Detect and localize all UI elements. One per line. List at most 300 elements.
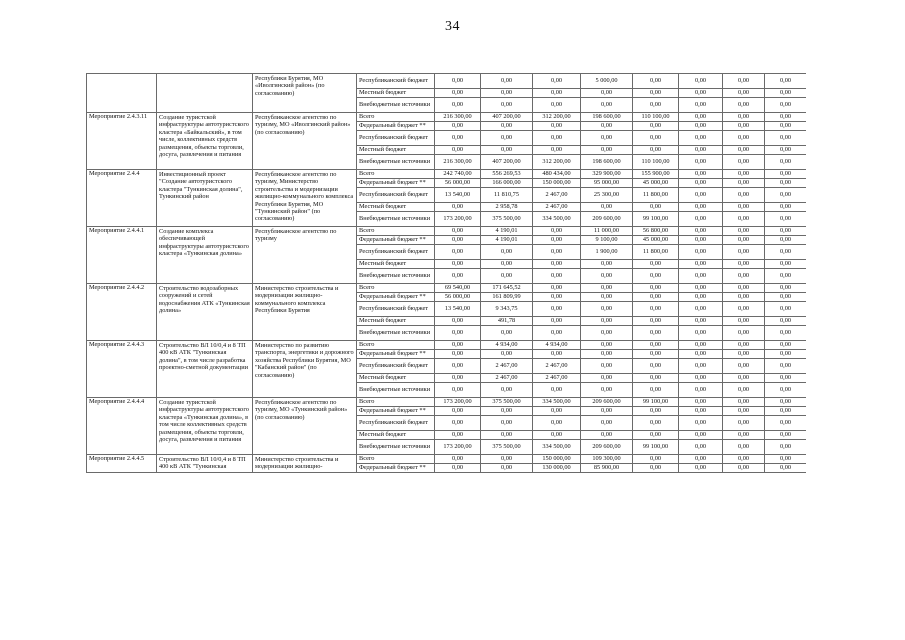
activity-code-cell: Мероприятие 2.4.4 xyxy=(87,170,157,227)
activity-code-cell: Мероприятие 2.4.4.3 xyxy=(87,341,157,398)
amount-cell: 0,00 xyxy=(533,293,581,302)
amount-cell: 0,00 xyxy=(765,398,807,407)
amount-cell: 0,00 xyxy=(435,455,481,464)
amount-cell: 0,00 xyxy=(633,293,679,302)
budget-table xyxy=(86,73,806,473)
amount-cell: 0,00 xyxy=(679,440,723,455)
amount-cell: 0,00 xyxy=(481,146,533,155)
amount-cell: 99 100,00 xyxy=(633,398,679,407)
amount-cell: 0,00 xyxy=(723,359,765,374)
amount-cell: 0,00 xyxy=(723,302,765,317)
amount-cell: 13 540,00 xyxy=(435,188,481,203)
activity-name-cell: Строительство ВЛ 10/0,4 и 8 ТП 400 кВ АТК "Тункинская долина", в том числе разработка проектно-сметной документации xyxy=(157,341,253,398)
amount-cell: 4 190,01 xyxy=(481,227,533,236)
amount-cell: 0,00 xyxy=(533,74,581,89)
amount-cell: 0,00 xyxy=(679,341,723,350)
amount-cell: 56 000,00 xyxy=(435,179,481,188)
amount-cell: 0,00 xyxy=(633,359,679,374)
amount-cell: 0,00 xyxy=(679,260,723,269)
amount-cell: 0,00 xyxy=(679,89,723,98)
amount-cell: 0,00 xyxy=(679,122,723,131)
amount-cell: 99 100,00 xyxy=(633,440,679,455)
funding-source-cell: Федеральный бюджет ** xyxy=(357,407,435,416)
amount-cell: 0,00 xyxy=(633,317,679,326)
amount-cell: 0,00 xyxy=(765,170,807,179)
amount-cell: 155 900,00 xyxy=(633,170,679,179)
amount-cell: 2 467,00 xyxy=(533,203,581,212)
amount-cell: 0,00 xyxy=(481,269,533,284)
amount-cell: 2 467,00 xyxy=(481,359,533,374)
table-row xyxy=(87,74,807,89)
funding-source-cell: Федеральный бюджет ** xyxy=(357,236,435,245)
funding-source-cell: Федеральный бюджет ** xyxy=(357,464,435,473)
amount-cell: 0,00 xyxy=(435,341,481,350)
amount-cell: 99 100,00 xyxy=(633,212,679,227)
amount-cell: 0,00 xyxy=(581,374,633,383)
funding-source-cell: Местный бюджет xyxy=(357,317,435,326)
activity-name-cell: Строительство водозаборных сооружений и сетей водоснабжения АТК «Тункинская долина» xyxy=(157,284,253,341)
amount-cell: 0,00 xyxy=(633,326,679,341)
amount-cell: 0,00 xyxy=(723,407,765,416)
amount-cell: 2 467,00 xyxy=(533,188,581,203)
amount-cell: 0,00 xyxy=(679,317,723,326)
amount-cell: 0,00 xyxy=(633,383,679,398)
amount-cell: 0,00 xyxy=(723,89,765,98)
amount-cell: 0,00 xyxy=(481,416,533,431)
amount-cell: 0,00 xyxy=(723,416,765,431)
amount-cell: 312 200,00 xyxy=(533,113,581,122)
amount-cell: 0,00 xyxy=(723,374,765,383)
amount-cell: 0,00 xyxy=(723,269,765,284)
amount-cell: 334 500,00 xyxy=(533,212,581,227)
amount-cell: 0,00 xyxy=(765,245,807,260)
amount-cell: 329 900,00 xyxy=(581,170,633,179)
amount-cell: 0,00 xyxy=(633,374,679,383)
executor-cell: Министерство по развитию транспорта, энергетики и дорожного хозяйства Республики Бурятия, МО "Кабанский район" (по согласованию) xyxy=(253,341,357,398)
activity-code-cell: Мероприятие 2.4.4.1 xyxy=(87,227,157,284)
amount-cell: 0,00 xyxy=(481,74,533,89)
amount-cell: 0,00 xyxy=(533,227,581,236)
amount-cell: 375 500,00 xyxy=(481,440,533,455)
amount-cell: 0,00 xyxy=(435,416,481,431)
amount-cell: 5 000,00 xyxy=(581,74,633,89)
funding-source-cell: Федеральный бюджет ** xyxy=(357,179,435,188)
amount-cell: 0,00 xyxy=(435,74,481,89)
amount-cell: 0,00 xyxy=(581,89,633,98)
amount-cell: 0,00 xyxy=(581,383,633,398)
amount-cell: 0,00 xyxy=(481,350,533,359)
amount-cell: 216 300,00 xyxy=(435,155,481,170)
amount-cell: 0,00 xyxy=(435,89,481,98)
amount-cell: 0,00 xyxy=(533,98,581,113)
amount-cell: 0,00 xyxy=(481,326,533,341)
amount-cell: 0,00 xyxy=(723,440,765,455)
amount-cell: 0,00 xyxy=(765,293,807,302)
amount-cell: 0,00 xyxy=(435,245,481,260)
executor-cell: Республиканское агентство по туризму, МО «Иволгинский район» (по согласованию) xyxy=(253,113,357,170)
amount-cell: 0,00 xyxy=(481,122,533,131)
amount-cell: 0,00 xyxy=(723,188,765,203)
funding-source-cell: Республиканский бюджет xyxy=(357,245,435,260)
amount-cell: 0,00 xyxy=(765,431,807,440)
amount-cell: 0,00 xyxy=(481,89,533,98)
amount-cell: 0,00 xyxy=(679,74,723,89)
amount-cell: 0,00 xyxy=(481,464,533,473)
amount-cell: 0,00 xyxy=(723,455,765,464)
amount-cell: 209 600,00 xyxy=(581,212,633,227)
amount-cell: 0,00 xyxy=(765,113,807,122)
amount-cell: 0,00 xyxy=(679,146,723,155)
activity-name-cell: Строительство ВЛ 10/0,4 и 8 ТП 400 кВ АТК "Тункинская xyxy=(157,455,253,473)
amount-cell: 161 809,99 xyxy=(481,293,533,302)
amount-cell: 407 200,00 xyxy=(481,155,533,170)
funding-source-cell: Всего xyxy=(357,284,435,293)
amount-cell: 1 900,00 xyxy=(581,245,633,260)
amount-cell: 0,00 xyxy=(633,122,679,131)
amount-cell: 11 000,00 xyxy=(581,227,633,236)
funding-source-cell: Местный бюджет xyxy=(357,431,435,440)
table-row xyxy=(87,113,807,122)
amount-cell: 0,00 xyxy=(679,464,723,473)
amount-cell: 0,00 xyxy=(679,170,723,179)
amount-cell: 0,00 xyxy=(679,398,723,407)
executor-cell: Республиканское агентство по туризму xyxy=(253,227,357,284)
amount-cell: 171 645,52 xyxy=(481,284,533,293)
amount-cell: 0,00 xyxy=(723,146,765,155)
amount-cell: 0,00 xyxy=(435,383,481,398)
amount-cell: 0,00 xyxy=(435,203,481,212)
amount-cell: 0,00 xyxy=(723,260,765,269)
amount-cell: 0,00 xyxy=(435,317,481,326)
amount-cell: 0,00 xyxy=(723,98,765,113)
amount-cell: 150 000,00 xyxy=(533,179,581,188)
amount-cell: 0,00 xyxy=(435,431,481,440)
amount-cell: 0,00 xyxy=(723,113,765,122)
amount-cell: 2 467,00 xyxy=(533,374,581,383)
amount-cell: 0,00 xyxy=(435,122,481,131)
amount-cell: 0,00 xyxy=(435,236,481,245)
funding-source-cell: Местный бюджет xyxy=(357,203,435,212)
amount-cell: 0,00 xyxy=(633,146,679,155)
funding-source-cell: Внебюджетные источники xyxy=(357,212,435,227)
amount-cell: 198 600,00 xyxy=(581,113,633,122)
amount-cell: 0,00 xyxy=(679,359,723,374)
amount-cell: 0,00 xyxy=(723,236,765,245)
amount-cell: 0,00 xyxy=(481,455,533,464)
funding-source-cell: Республиканский бюджет xyxy=(357,416,435,431)
amount-cell: 0,00 xyxy=(765,464,807,473)
amount-cell: 0,00 xyxy=(435,359,481,374)
amount-cell: 0,00 xyxy=(723,203,765,212)
executor-cell: Республиканское агентство по туризму, МО «Тункинский район» (по согласованию) xyxy=(253,398,357,455)
amount-cell: 0,00 xyxy=(581,326,633,341)
amount-cell: 0,00 xyxy=(765,416,807,431)
amount-cell: 0,00 xyxy=(679,269,723,284)
amount-cell: 0,00 xyxy=(435,260,481,269)
amount-cell: 0,00 xyxy=(765,455,807,464)
amount-cell: 0,00 xyxy=(723,326,765,341)
amount-cell: 69 540,00 xyxy=(435,284,481,293)
funding-source-cell: Местный бюджет xyxy=(357,89,435,98)
amount-cell: 0,00 xyxy=(633,269,679,284)
table-row xyxy=(87,341,807,350)
funding-source-cell: Всего xyxy=(357,455,435,464)
amount-cell: 0,00 xyxy=(765,179,807,188)
amount-cell: 2 958,78 xyxy=(481,203,533,212)
amount-cell: 109 300,00 xyxy=(581,455,633,464)
amount-cell: 0,00 xyxy=(435,374,481,383)
amount-cell: 0,00 xyxy=(581,293,633,302)
amount-cell: 216 300,00 xyxy=(435,113,481,122)
amount-cell: 0,00 xyxy=(765,155,807,170)
amount-cell: 0,00 xyxy=(435,98,481,113)
amount-cell: 0,00 xyxy=(633,416,679,431)
amount-cell: 0,00 xyxy=(765,317,807,326)
amount-cell: 13 540,00 xyxy=(435,302,481,317)
amount-cell: 0,00 xyxy=(533,407,581,416)
amount-cell: 0,00 xyxy=(581,269,633,284)
amount-cell: 4 934,00 xyxy=(533,341,581,350)
funding-source-cell: Внебюджетные источники xyxy=(357,440,435,455)
amount-cell: 0,00 xyxy=(633,350,679,359)
amount-cell: 0,00 xyxy=(533,131,581,146)
amount-cell: 0,00 xyxy=(581,341,633,350)
amount-cell: 0,00 xyxy=(679,179,723,188)
amount-cell: 0,00 xyxy=(679,131,723,146)
amount-cell: 0,00 xyxy=(633,89,679,98)
amount-cell: 56 800,00 xyxy=(633,227,679,236)
amount-cell: 0,00 xyxy=(679,284,723,293)
executor-cell: Министерство строительства и модернизации жилищно-коммунального комплекса Республики Бурятия xyxy=(253,284,357,341)
funding-source-cell: Республиканский бюджет xyxy=(357,74,435,89)
table-row xyxy=(87,398,807,407)
amount-cell: 407 200,00 xyxy=(481,113,533,122)
amount-cell: 0,00 xyxy=(679,374,723,383)
amount-cell: 11 800,00 xyxy=(633,245,679,260)
amount-cell: 0,00 xyxy=(533,431,581,440)
amount-cell: 0,00 xyxy=(723,212,765,227)
amount-cell: 0,00 xyxy=(765,227,807,236)
amount-cell: 11 810,75 xyxy=(481,188,533,203)
funding-source-cell: Республиканский бюджет xyxy=(357,131,435,146)
funding-source-cell: Местный бюджет xyxy=(357,260,435,269)
amount-cell: 0,00 xyxy=(765,407,807,416)
funding-source-cell: Местный бюджет xyxy=(357,146,435,155)
amount-cell: 0,00 xyxy=(533,269,581,284)
amount-cell: 556 269,53 xyxy=(481,170,533,179)
amount-cell: 2 467,00 xyxy=(533,359,581,374)
amount-cell: 0,00 xyxy=(765,326,807,341)
funding-source-cell: Внебюджетные источники xyxy=(357,326,435,341)
amount-cell: 9 343,75 xyxy=(481,302,533,317)
amount-cell: 0,00 xyxy=(533,89,581,98)
activity-name-cell: Создание туристской инфраструктуры автотуристского кластера «Тункинская долина», в том числе коллективных средств размещения, объекты торговли, досуга, развлечения и питания xyxy=(157,398,253,455)
amount-cell: 0,00 xyxy=(581,284,633,293)
table-row xyxy=(87,284,807,293)
amount-cell: 0,00 xyxy=(765,146,807,155)
amount-cell: 45 000,00 xyxy=(633,179,679,188)
amount-cell: 0,00 xyxy=(765,440,807,455)
funding-source-cell: Внебюджетные источники xyxy=(357,98,435,113)
amount-cell: 0,00 xyxy=(723,245,765,260)
amount-cell: 0,00 xyxy=(581,302,633,317)
amount-cell: 56 000,00 xyxy=(435,293,481,302)
amount-cell: 0,00 xyxy=(533,260,581,269)
activity-name-cell: Создание комплекса обеспечивающей инфраструктуры автотуристского кластера «Тункинская долина» xyxy=(157,227,253,284)
amount-cell: 0,00 xyxy=(435,131,481,146)
amount-cell: 242 740,00 xyxy=(435,170,481,179)
amount-cell: 0,00 xyxy=(765,374,807,383)
amount-cell: 130 000,00 xyxy=(533,464,581,473)
amount-cell: 0,00 xyxy=(633,302,679,317)
amount-cell: 45 000,00 xyxy=(633,236,679,245)
amount-cell: 0,00 xyxy=(765,383,807,398)
amount-cell: 0,00 xyxy=(723,227,765,236)
activity-name-cell: Инвестиционный проект "Создание автотуристского кластера "Тункинская долина", Тункинский район xyxy=(157,170,253,227)
amount-cell: 0,00 xyxy=(633,407,679,416)
activity-code-cell: Мероприятие 2.4.3.11 xyxy=(87,113,157,170)
amount-cell: 491,78 xyxy=(481,317,533,326)
amount-cell: 0,00 xyxy=(679,416,723,431)
amount-cell: 0,00 xyxy=(633,464,679,473)
amount-cell: 4 190,01 xyxy=(481,236,533,245)
amount-cell: 0,00 xyxy=(679,302,723,317)
amount-cell: 0,00 xyxy=(581,416,633,431)
amount-cell: 0,00 xyxy=(679,407,723,416)
budget-table-container xyxy=(86,73,806,568)
funding-source-cell: Внебюджетные источники xyxy=(357,269,435,284)
amount-cell: 0,00 xyxy=(533,245,581,260)
amount-cell: 9 100,00 xyxy=(581,236,633,245)
amount-cell: 0,00 xyxy=(723,431,765,440)
amount-cell: 0,00 xyxy=(723,464,765,473)
amount-cell: 0,00 xyxy=(765,284,807,293)
funding-source-cell: Республиканский бюджет xyxy=(357,359,435,374)
amount-cell: 0,00 xyxy=(679,326,723,341)
amount-cell: 0,00 xyxy=(481,131,533,146)
amount-cell: 0,00 xyxy=(723,74,765,89)
amount-cell: 0,00 xyxy=(679,431,723,440)
amount-cell: 0,00 xyxy=(533,383,581,398)
amount-cell: 0,00 xyxy=(435,227,481,236)
amount-cell: 0,00 xyxy=(581,431,633,440)
amount-cell: 0,00 xyxy=(765,74,807,89)
funding-source-cell: Всего xyxy=(357,398,435,407)
amount-cell: 0,00 xyxy=(723,170,765,179)
funding-source-cell: Федеральный бюджет ** xyxy=(357,350,435,359)
amount-cell: 198 600,00 xyxy=(581,155,633,170)
amount-cell: 0,00 xyxy=(679,455,723,464)
activity-code-cell: Мероприятие 2.4.4.2 xyxy=(87,284,157,341)
amount-cell: 0,00 xyxy=(581,146,633,155)
amount-cell: 0,00 xyxy=(679,236,723,245)
amount-cell: 0,00 xyxy=(481,431,533,440)
amount-cell: 0,00 xyxy=(723,398,765,407)
page-number: 34 xyxy=(445,19,460,34)
amount-cell: 0,00 xyxy=(581,260,633,269)
amount-cell: 209 600,00 xyxy=(581,398,633,407)
amount-cell: 173 200,00 xyxy=(435,440,481,455)
table-row xyxy=(87,227,807,236)
amount-cell: 95 000,00 xyxy=(581,179,633,188)
amount-cell: 209 600,00 xyxy=(581,440,633,455)
amount-cell: 0,00 xyxy=(533,284,581,293)
amount-cell: 0,00 xyxy=(765,98,807,113)
table-row xyxy=(87,455,807,464)
amount-cell: 0,00 xyxy=(723,131,765,146)
amount-cell: 0,00 xyxy=(679,212,723,227)
amount-cell: 0,00 xyxy=(723,155,765,170)
amount-cell: 0,00 xyxy=(679,203,723,212)
activity-code-cell: Мероприятие 2.4.4.4 xyxy=(87,398,157,455)
amount-cell: 0,00 xyxy=(679,227,723,236)
amount-cell: 11 800,00 xyxy=(633,188,679,203)
amount-cell: 0,00 xyxy=(723,317,765,326)
amount-cell: 0,00 xyxy=(481,245,533,260)
funding-source-cell: Всего xyxy=(357,113,435,122)
amount-cell: 85 900,00 xyxy=(581,464,633,473)
amount-cell: 0,00 xyxy=(481,407,533,416)
amount-cell: 0,00 xyxy=(533,122,581,131)
amount-cell: 375 500,00 xyxy=(481,212,533,227)
amount-cell: 4 934,00 xyxy=(481,341,533,350)
amount-cell: 375 500,00 xyxy=(481,398,533,407)
funding-source-cell: Всего xyxy=(357,170,435,179)
activity-code-cell xyxy=(87,74,157,113)
executor-cell: Республики Бурятия, МО «Иволгинский район» (по согласованию) xyxy=(253,74,357,113)
amount-cell: 0,00 xyxy=(533,146,581,155)
amount-cell: 0,00 xyxy=(765,302,807,317)
amount-cell: 0,00 xyxy=(723,179,765,188)
funding-source-cell: Местный бюджет xyxy=(357,374,435,383)
amount-cell: 0,00 xyxy=(581,122,633,131)
funding-source-cell: Всего xyxy=(357,341,435,350)
amount-cell: 334 500,00 xyxy=(533,440,581,455)
amount-cell: 0,00 xyxy=(435,326,481,341)
executor-cell: Министерство строительства и модернизации жилищно- xyxy=(253,455,357,473)
table-row xyxy=(87,170,807,179)
amount-cell: 0,00 xyxy=(765,89,807,98)
amount-cell: 0,00 xyxy=(633,131,679,146)
activity-name-cell: Создание туристской инфраструктуры автотуристского кластера «Байкальский», в том числе, коллективных средств размещения, объекты торговли, досуга, развлечения и питания xyxy=(157,113,253,170)
amount-cell: 0,00 xyxy=(533,350,581,359)
amount-cell: 480 434,00 xyxy=(533,170,581,179)
amount-cell: 110 100,00 xyxy=(633,155,679,170)
amount-cell: 0,00 xyxy=(435,407,481,416)
amount-cell: 0,00 xyxy=(633,431,679,440)
amount-cell: 0,00 xyxy=(533,302,581,317)
activity-name-cell xyxy=(157,74,253,113)
amount-cell: 0,00 xyxy=(435,464,481,473)
amount-cell: 0,00 xyxy=(723,341,765,350)
amount-cell: 0,00 xyxy=(679,293,723,302)
amount-cell: 0,00 xyxy=(679,350,723,359)
amount-cell: 0,00 xyxy=(581,131,633,146)
amount-cell: 110 100,00 xyxy=(633,113,679,122)
amount-cell: 0,00 xyxy=(765,269,807,284)
amount-cell: 0,00 xyxy=(679,155,723,170)
amount-cell: 0,00 xyxy=(765,212,807,227)
amount-cell: 0,00 xyxy=(723,350,765,359)
amount-cell: 0,00 xyxy=(533,236,581,245)
amount-cell: 334 500,00 xyxy=(533,398,581,407)
amount-cell: 2 467,00 xyxy=(481,374,533,383)
amount-cell: 0,00 xyxy=(679,188,723,203)
amount-cell: 0,00 xyxy=(481,260,533,269)
funding-source-cell: Федеральный бюджет ** xyxy=(357,122,435,131)
amount-cell: 0,00 xyxy=(765,203,807,212)
amount-cell: 0,00 xyxy=(633,98,679,113)
